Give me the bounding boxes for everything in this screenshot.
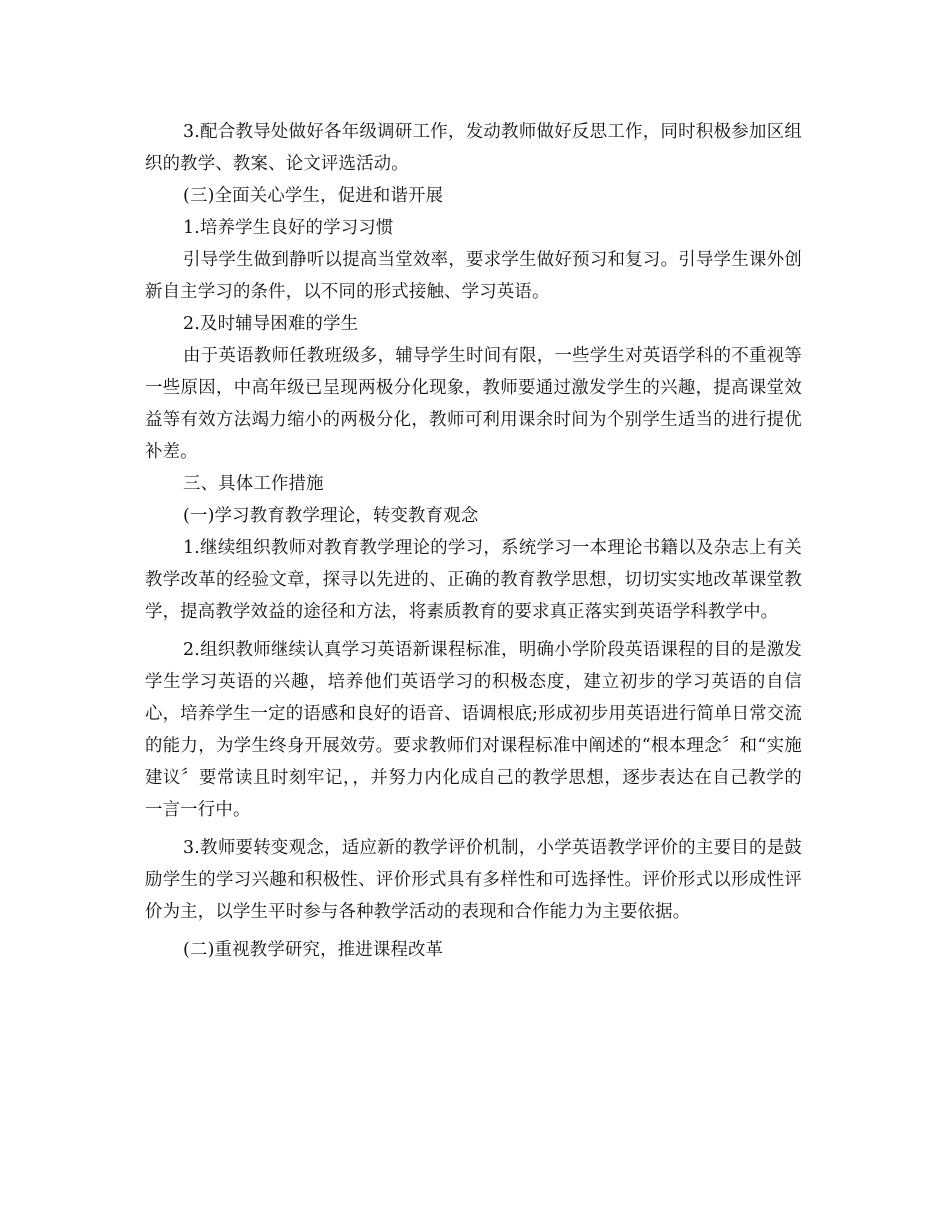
paragraph-tutoring: 由于英语教师任教班级多，辅导学生时间有限，一些学生对英语学科的不重视等一些原因，中高年级已呈现两极分化现象，教师要通过激发学生的兴趣，提高课堂效益等有效方法竭力缩小的两极分化，教师可利用课余时间为个别学生适当的进行提优补差。 <box>145 346 802 462</box>
subheading-tutoring: 2.及时辅导困难的学生 <box>183 314 359 334</box>
section-heading-3: (三)全面关心学生，促进和谐开展 <box>183 186 444 206</box>
paragraph-curriculum: 2.组织教师继续认真学习英语新课程标准，明确小学阶段英语课程的目的是激发学生学习英语的兴趣，培养他们英语学习的积极态度，建立初步的学习英语的自信心，培养学生一定的语感和良好的语音、语调根底;形成初步用英语进行简单日常交流的能力，为学生终身开展效劳。要求教师们对课程标准中阐述的“根本理念〞和“实施建议〞要常读且时刻牢记，，并努力内化成自己的教学思想，逐步表达在自己教学的一言一行中。 <box>145 640 802 820</box>
chapter-heading-measures: 三、具体工作措施 <box>183 474 324 494</box>
paragraph-evaluation: 3.教师要转变观念，适应新的教学评价机制，小学英语教学评价的主要目的是鼓励学生的学习兴趣和积极性、评价形式具有多样性和可选择性。评价形式以形成性评价为主，以学生平时参与各种教学活动的表现和合作能力为主要依据。 <box>145 838 802 922</box>
paragraph-habits: 引导学生做到静听以提高当堂效率，要求学生做好预习和复习。引导学生课外创新自主学习的条件，以不同的形式接触、学习英语。 <box>145 250 802 302</box>
section-heading-1: (一)学习教育教学理论，转变教育观念 <box>183 506 479 526</box>
section-heading-2: (二)重视教学研究，推进课程改革 <box>183 940 444 960</box>
subheading-habits: 1.培养学生良好的学习习惯 <box>183 218 394 238</box>
paragraph-theory: 1.继续组织教师对教育教学理论的学习，系统学习一本理论书籍以及杂志上有关教学改革的经验文章，探寻以先进的、正确的教育教学思想，切切实实地改革课堂教学，提高教学效益的途径和方法，将素质教育的要求真正落实到英语学科教学中。 <box>145 538 802 622</box>
paragraph-1: 3.配合教导处做好各年级调研工作，发动教师做好反思工作，同时积极参加区组织的教学、教案、论文评选活动。 <box>145 122 802 174</box>
